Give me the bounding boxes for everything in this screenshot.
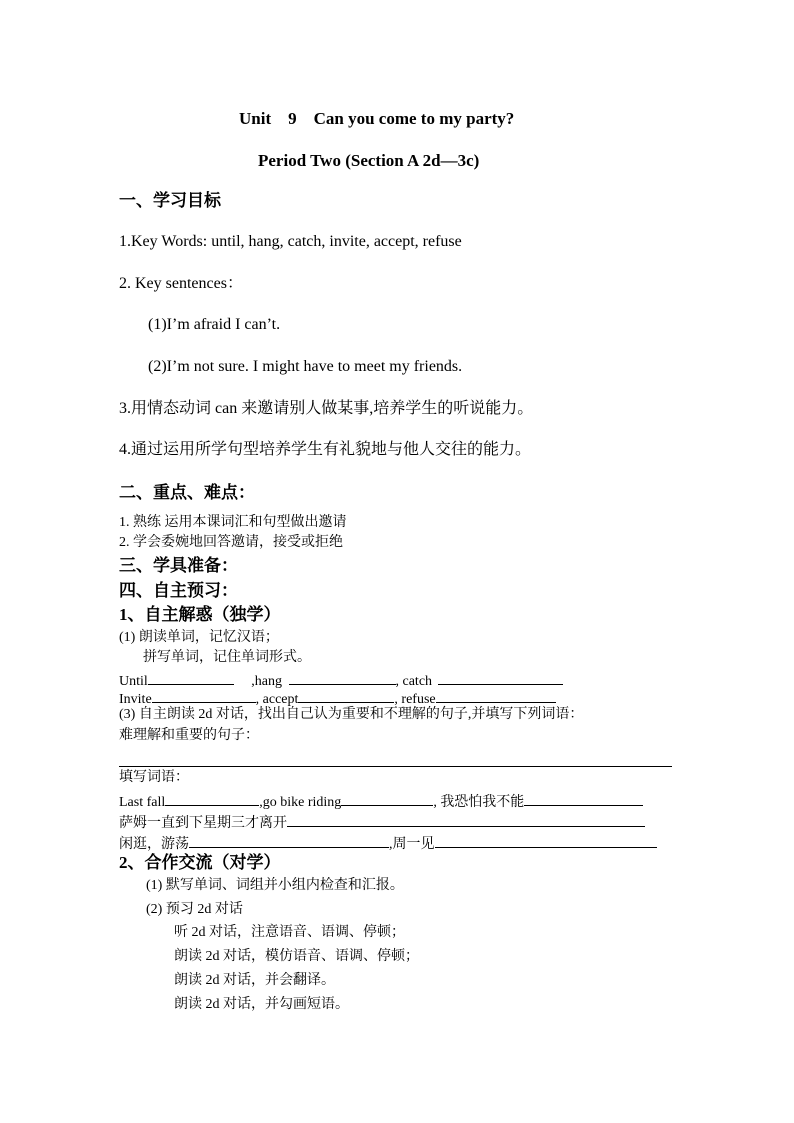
word-catch: , catch — [395, 674, 433, 689]
phrase-sam: 萨姆一直到下星期三才离开 — [119, 816, 287, 831]
word-invite: Invite — [119, 692, 152, 707]
blank-refuse[interactable] — [436, 689, 556, 703]
blank-until[interactable] — [148, 671, 234, 685]
section-heading-preview: 四、自主预习： — [119, 581, 238, 600]
word-refuse: , refuse — [394, 692, 436, 707]
task-1b: 拼写单词，记住单词形式。 — [143, 650, 311, 665]
fill-row-1 — [119, 792, 643, 810]
phrase-go-bike: ,go bike riding — [259, 795, 342, 810]
period-title: Period Two (Section A 2d—3c) — [258, 151, 480, 170]
blank-last-fall[interactable] — [165, 792, 259, 806]
keypoint-2: 2. 学会委婉地回答邀请，接受或拒绝 — [119, 535, 343, 550]
phrase-see-you: ,周一见 — [389, 837, 435, 852]
blank-see-you[interactable] — [435, 834, 657, 848]
goal-4: 4.通过运用所学句型培养学生有礼貌地与他人交往的能力。 — [119, 441, 532, 458]
blank-hang[interactable] — [289, 671, 396, 685]
key-sentences-label: 2. Key sentences： — [119, 275, 243, 292]
phrase-afraid: , 我恐怕我不能 — [433, 795, 525, 810]
word-blanks-row-2 — [119, 689, 556, 707]
section-heading-materials: 三、学具准备： — [119, 556, 238, 575]
word-accept: , accept — [255, 692, 299, 707]
word-blanks-row-1 — [119, 671, 563, 689]
key-sentence-2: (2)I’m not sure. I might have to meet my friends. — [148, 358, 463, 375]
blank-accept[interactable] — [298, 689, 394, 703]
blank-invite[interactable] — [152, 689, 256, 703]
goal-3: 3.用情态动词 can 来邀请别人做某事,培养学生的听说能力。 — [119, 400, 534, 417]
keypoint-1: 1. 熟练 运用本课词汇和句型做出邀请 — [119, 515, 347, 530]
section-heading-keypoints: 二、重点、难点： — [119, 483, 255, 502]
coop-3: 听 2d 对话，注意语音、语调、停顿； — [174, 925, 405, 940]
key-sentence-1: (1)I’m afraid I can’t. — [148, 316, 281, 333]
task-1: (1) 朗读单词，记忆汉语； — [119, 630, 279, 645]
blank-hang-out[interactable] — [189, 834, 389, 848]
fill-row-3 — [119, 834, 657, 852]
key-words-line: 1.Key Words: until, hang, catch, invite, accept, refuse — [119, 233, 462, 250]
coop-2: (2) 预习 2d 对话 — [146, 902, 243, 917]
coop-1: (1) 默写单词、词组并小组内检查和汇报。 — [146, 878, 404, 893]
subheading-self-study: 1、自主解惑（独学） — [119, 605, 281, 624]
phrase-last-fall: Last fall — [119, 795, 166, 810]
difficult-sentences-blank[interactable] — [119, 766, 672, 767]
difficult-sentences-label: 难理解和重要的句子： — [119, 728, 259, 743]
blank-sam[interactable] — [287, 813, 645, 827]
fill-row-2 — [119, 813, 645, 831]
blank-catch[interactable] — [438, 671, 563, 685]
section-heading-objectives: 一、学习目标 — [119, 191, 221, 210]
task-3: (3) 自主朗读 2d 对话，找出自己认为重要和不理解的句子,并填写下列词语： — [119, 707, 584, 722]
coop-6: 朗读 2d 对话，并勾画短语。 — [174, 997, 349, 1012]
unit-title: Unit 9 Can you come to my party? — [239, 109, 515, 128]
blank-afraid[interactable] — [524, 792, 643, 806]
word-hang: ,hang — [251, 674, 282, 689]
coop-4: 朗读 2d 对话，模仿语音、语调、停顿； — [174, 949, 419, 964]
word-until: Until — [119, 674, 148, 689]
fill-words-label: 填写词语： — [119, 770, 189, 785]
phrase-hang-out: 闲逛，游荡 — [119, 837, 189, 852]
blank-go-bike[interactable] — [341, 792, 433, 806]
coop-5: 朗读 2d 对话，并会翻译。 — [174, 973, 335, 988]
subheading-cooperation: 2、合作交流（对学） — [119, 853, 281, 872]
